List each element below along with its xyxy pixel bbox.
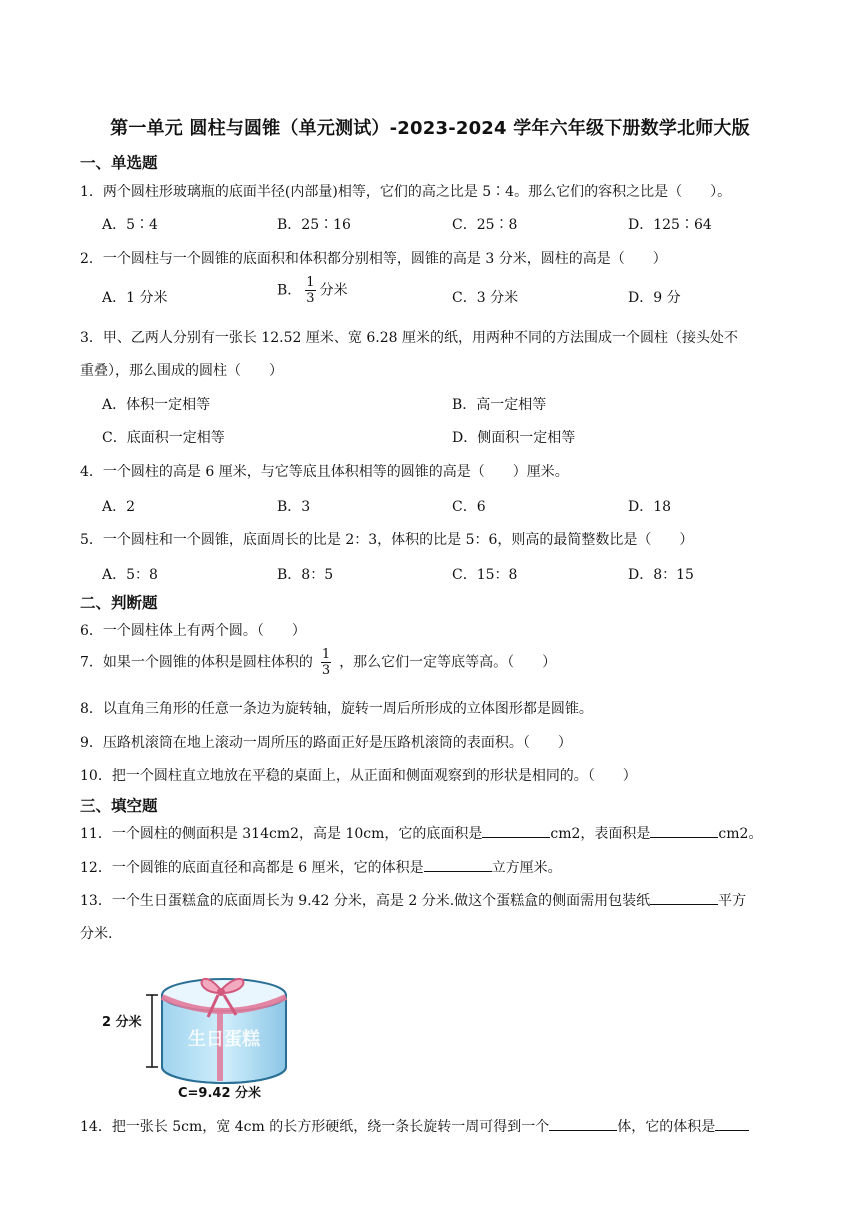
q4-option-b: B．3 bbox=[277, 499, 311, 515]
question-14 bbox=[80, 1116, 749, 1136]
question-7 bbox=[80, 647, 556, 678]
q4-option-c: C．6 bbox=[452, 499, 486, 515]
question-13-line-2: 分米. bbox=[80, 926, 113, 942]
cake-box-illustration bbox=[100, 955, 300, 1105]
question-8: 8．以直角三角形的任意一条边为旋转轴，旋转一周后所形成的立体图形都是圆锥。 bbox=[80, 701, 593, 717]
q3-option-c: C．底面积一定相等 bbox=[102, 430, 225, 446]
q2-option-c: C．3 分米 bbox=[452, 290, 519, 306]
q1-option-d: D．125∶64 bbox=[628, 217, 712, 233]
q11-text-1: 11．一个圆柱的侧面积是 314cm2，高是 10cm，它的底面积是 bbox=[80, 826, 483, 842]
answer-blank[interactable] bbox=[549, 1116, 617, 1131]
answer-blank[interactable] bbox=[482, 823, 550, 838]
q11-text-2: cm2，表面积是 bbox=[550, 826, 651, 842]
q13-text-1: 13．一个生日蛋糕盒的底面周长为 9.42 分米，高是 2 分米.做这个蛋糕盒的侧面需用包装纸 bbox=[80, 893, 651, 909]
question-9: 9．压路机滚筒在地上滚动一周所压的路面正好是压路机滚筒的表面积。（ ） bbox=[80, 735, 572, 751]
answer-blank[interactable] bbox=[424, 857, 492, 872]
question-5: 5．一个圆柱和一个圆锥，底面周长的比是 2：3，体积的比是 5：6，则高的最简整数比是（ ） bbox=[80, 532, 694, 548]
question-11 bbox=[80, 823, 762, 843]
q3-option-a: A．体积一定相等 bbox=[102, 397, 211, 413]
section-heading-single-choice: 一、单选题 bbox=[80, 154, 158, 172]
fraction-one-third bbox=[305, 275, 315, 306]
height-label: 2 分米 bbox=[102, 1015, 142, 1030]
fraction-numerator: 1 bbox=[321, 647, 331, 662]
question-3-line-1: 3．甲、乙两人分别有一张长 12.52 厘米、宽 6.28 厘米的纸，用两种不同的方法围成一个圆柱（接头处不 bbox=[80, 330, 738, 346]
q2-option-b bbox=[277, 275, 348, 306]
q11-text-3: cm2。 bbox=[718, 826, 763, 842]
fraction-one-third bbox=[321, 647, 331, 678]
fraction-denominator: 3 bbox=[306, 291, 315, 306]
q14-text-2: 体，它的体积是 bbox=[617, 1119, 716, 1135]
q13-text-2: 平方 bbox=[718, 893, 747, 909]
q4-option-d: D．18 bbox=[628, 499, 672, 515]
q5-option-d: D．8：15 bbox=[628, 567, 694, 583]
q1-option-c: C．25∶8 bbox=[452, 217, 518, 233]
q5-option-c: C．15：8 bbox=[452, 567, 518, 583]
question-6: 6．一个圆柱体上有两个圆。（ ） bbox=[80, 623, 306, 639]
cake-box-figure bbox=[100, 955, 300, 1105]
cake-box-text: 生日蛋糕 bbox=[188, 1029, 260, 1050]
q5-option-b: B．8：5 bbox=[277, 567, 334, 583]
circumference-label: C=9.42 分米 bbox=[178, 1086, 262, 1101]
fraction-numerator: 1 bbox=[306, 275, 315, 290]
q3-option-b: B．高一定相等 bbox=[452, 397, 547, 413]
question-2: 2．一个圆柱与一个圆锥的底面积和体积都分别相等，圆锥的高是 3 分米，圆柱的高是（ ） bbox=[80, 251, 667, 267]
fraction-denominator: 3 bbox=[321, 663, 331, 678]
q2-option-a: A．1 分米 bbox=[102, 290, 168, 306]
q7-text-after: ，那么它们一定等底等高。（ ） bbox=[339, 654, 557, 671]
section-heading-fill-in: 三、填空题 bbox=[80, 797, 158, 815]
q12-text-2: 立方厘米。 bbox=[491, 860, 562, 876]
section-heading-true-false: 二、判断题 bbox=[80, 594, 158, 612]
question-3-line-2: 重叠），那么围成的圆柱（ ） bbox=[80, 363, 283, 379]
q3-option-d: D．侧面积一定相等 bbox=[452, 430, 576, 446]
answer-blank[interactable] bbox=[715, 1116, 749, 1131]
question-4: 4．一个圆柱的高是 6 厘米，与它等底且体积相等的圆锥的高是（ ）厘米。 bbox=[80, 464, 569, 480]
question-1: 1．两个圆柱形玻璃瓶的底面半径(内部量)相等，它们的高之比是 5∶4。那么它们的容积之比是（ ）。 bbox=[80, 184, 732, 200]
q5-option-a: A．5：8 bbox=[102, 567, 158, 583]
q2-option-b-label: B． bbox=[277, 282, 302, 299]
q14-text-1: 14．把一张长 5cm，宽 4cm 的长方形硬纸，绕一条长旋转一周可得到一个 bbox=[80, 1119, 550, 1135]
answer-blank[interactable] bbox=[650, 823, 718, 838]
q4-option-a: A．2 bbox=[102, 499, 136, 515]
q1-option-a: A．5∶4 bbox=[102, 217, 158, 233]
question-10: 10．把一个圆柱直立地放在平稳的桌面上，从正面和侧面观察到的形状是相同的。（ ） bbox=[80, 768, 637, 784]
question-13-line-1 bbox=[80, 890, 746, 910]
page-title: 第一单元 圆柱与圆锥（单元测试）-2023-2024 学年六年级下册数学北师大版 bbox=[110, 118, 750, 139]
q2-option-d: D．9 分 bbox=[628, 290, 681, 306]
answer-blank[interactable] bbox=[650, 890, 718, 905]
q12-text-1: 12．一个圆锥的底面直径和高都是 6 厘米，它的体积是 bbox=[80, 860, 424, 876]
q1-option-b: B．25∶16 bbox=[277, 217, 351, 233]
q7-text-before: 7．如果一个圆锥的体积是圆柱体积的 bbox=[80, 654, 313, 671]
question-12 bbox=[80, 857, 562, 877]
q2-option-b-unit: 分米 bbox=[319, 282, 348, 299]
